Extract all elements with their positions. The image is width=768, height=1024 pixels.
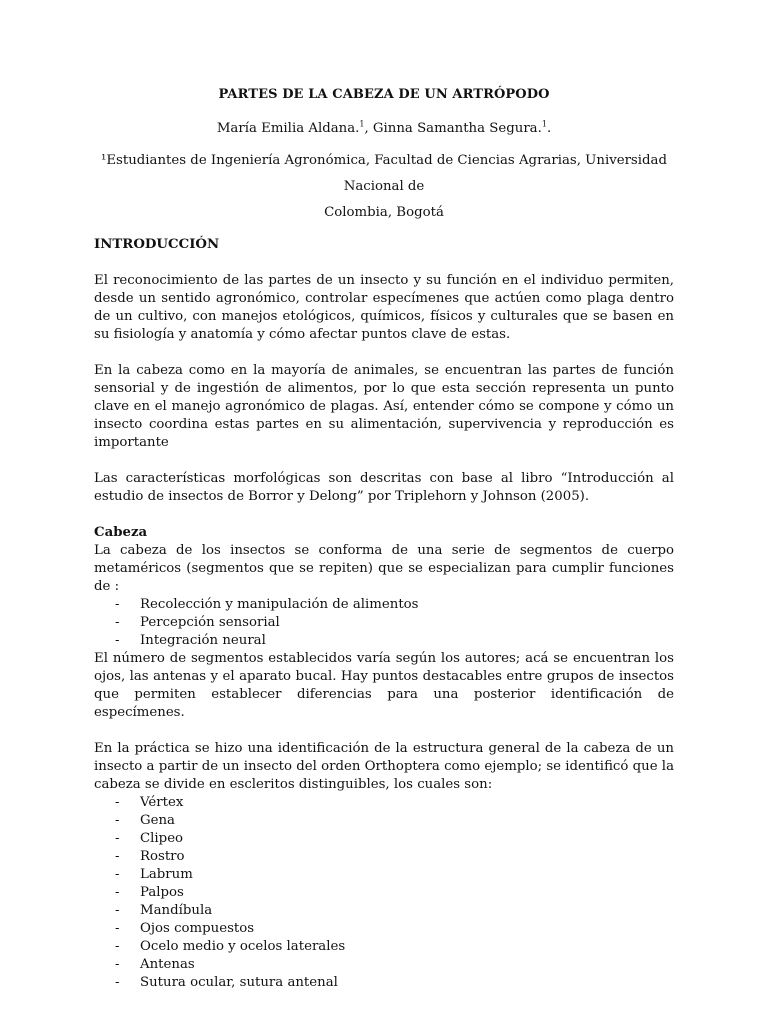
intro-paragraph-3: Las características morfológicas son descritas con base al libro “Introducción al estudio de insectos de Borror y Delong” por Triplehorn y Johnson (2005). [94, 471, 674, 504]
list-item [94, 884, 674, 902]
list-item [94, 920, 674, 938]
author-2: Ginna Samantha Segura. [372, 121, 542, 136]
list-item [94, 866, 674, 884]
bullet-dash: - [115, 813, 120, 828]
author-1-affiliation-mark: 1 [359, 119, 365, 129]
list-item-text: Ocelo medio y ocelos laterales [140, 939, 346, 954]
list-item [94, 956, 674, 974]
list-item [94, 974, 674, 992]
affiliation-line-1: ¹Estudiantes de Ingeniería Agronómica, Facultad de Ciencias Agrarias, Universidad Nacional de [101, 153, 667, 194]
author-2-affiliation-mark: 1 [541, 119, 547, 129]
list-item-text: Mandíbula [140, 903, 213, 918]
author-separator: , [364, 121, 373, 136]
list-item [94, 848, 674, 866]
author-line [94, 120, 674, 138]
bullet-dash: - [115, 831, 120, 846]
author-1: María Emilia Aldana. [216, 121, 360, 136]
list-item [94, 596, 674, 614]
list-item [94, 812, 674, 830]
bullet-dash: - [115, 939, 120, 954]
list-item-text: Integración neural [140, 633, 266, 648]
sclerites-list [94, 794, 674, 992]
bullet-dash: - [115, 921, 120, 936]
list-item-text: Gena [140, 813, 175, 828]
list-item-text: Vértex [140, 795, 184, 810]
bullet-dash: - [115, 849, 120, 864]
document-body [94, 86, 674, 992]
bullet-dash: - [115, 795, 120, 810]
cabeza-paragraph: La cabeza de los insectos se conforma de una serie de segmentos de cuerpo metaméricos (segmentos que se repiten) que se especializan para cumplir funciones de : [94, 543, 674, 594]
list-item-text: Recolección y manipulación de alimentos [140, 597, 419, 612]
bullet-dash: - [115, 975, 120, 990]
list-item-text: Antenas [140, 957, 195, 972]
introduction-heading: INTRODUCCIÓN [94, 237, 220, 252]
practice-paragraph: En la práctica se hizo una identificación de la estructura general de la cabeza de un insecto a partir de un insecto del orden Orthoptera como ejemplo; se identificó que la cabeza se divide en escleritos distinguibles, los cuales son: [94, 741, 674, 792]
author-line-end: . [546, 121, 552, 136]
list-item-text: Percepción sensorial [140, 615, 280, 630]
list-item [94, 938, 674, 956]
list-item [94, 794, 674, 812]
list-item-text: Clipeo [140, 831, 184, 846]
list-item [94, 830, 674, 848]
list-item-text: Rostro [140, 849, 185, 864]
list-item [94, 632, 674, 650]
functions-list [94, 596, 674, 650]
intro-paragraph-1: El reconocimiento de las partes de un insecto y su función en el individuo permiten, desde un sentido agronómico, controlar especímenes que actúen como plaga dentro de un cultivo, con manejos etológicos, químicos, físicos y culturales que se basen en su fisiología y anatomía y cómo afectar puntos clave de estas. [94, 273, 674, 342]
list-item [94, 614, 674, 632]
bullet-dash: - [115, 903, 120, 918]
bullet-dash: - [115, 615, 120, 630]
bullet-dash: - [115, 867, 120, 882]
bullet-dash: - [115, 633, 120, 648]
bullet-dash: - [115, 597, 120, 612]
affiliation-line-2: Colombia, Bogotá [324, 205, 444, 220]
list-item-text: Palpos [140, 885, 184, 900]
list-item-text: Ojos compuestos [140, 921, 255, 936]
bullet-dash: - [115, 957, 120, 972]
list-item-text: Labrum [140, 867, 193, 882]
list-item-text: Sutura ocular, sutura antenal [140, 975, 338, 990]
affiliation [94, 148, 674, 226]
bullet-dash: - [115, 885, 120, 900]
cabeza-heading: Cabeza [94, 525, 148, 540]
list-item [94, 902, 674, 920]
segments-paragraph: El número de segmentos establecidos varía según los autores; acá se encuentran los ojos, las antenas y el aparato bucal. Hay puntos destacables entre grupos de insectos que permiten establecer diferencias para una posterior identificación de especímenes. [94, 651, 674, 720]
intro-paragraph-2: En la cabeza como en la mayoría de animales, se encuentran las partes de función sensorial y de ingestión de alimentos, por lo que esta sección representa un punto clave en el manejo agronómico de plagas. Así, entender cómo se compone y cómo un insecto coordina estas partes en su alimentación, supervivencia y reproducción es importante [94, 363, 674, 450]
document-title: PARTES DE LA CABEZA DE UN ARTRÓPODO [218, 87, 550, 102]
